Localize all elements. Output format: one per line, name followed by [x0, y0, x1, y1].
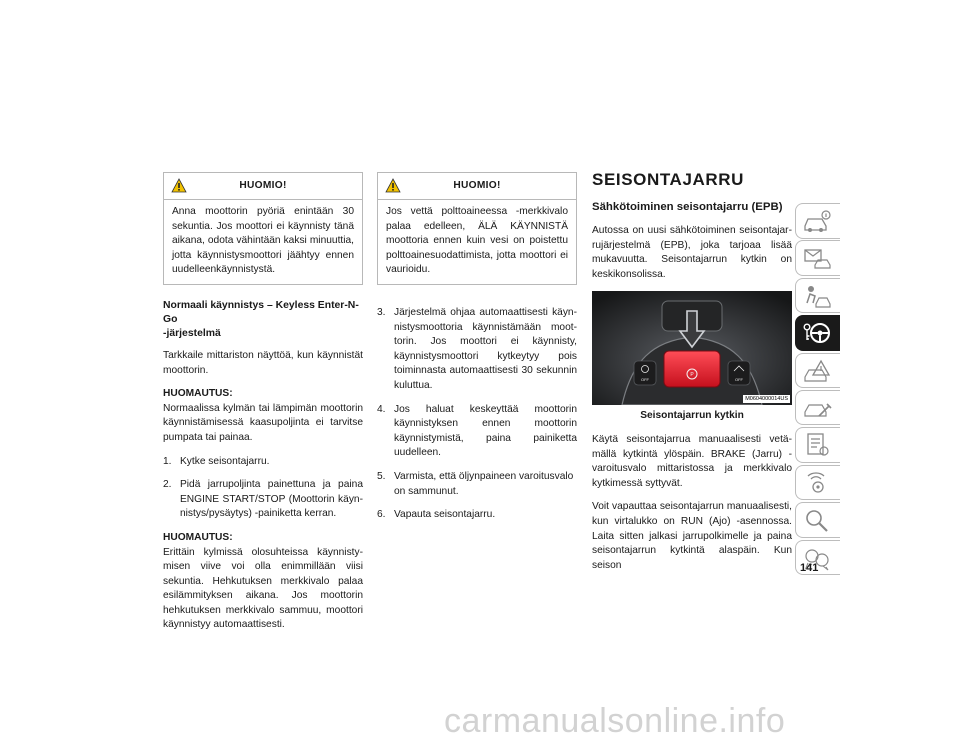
caution-header — [164, 173, 362, 200]
list-text: Vapauta seisontajarru. — [394, 509, 496, 521]
photo-code: M0604000014US — [745, 396, 788, 403]
list-text: Järjestelmä ohjaa automaattisesti käynnistysmoottoria käynnistämään moottorin. Jos moottori ei käynnisty, käynnistysmoottori kytkeytyy pois toiminnasta automaattisesti 30 sekunnin kuluttua. — [394, 306, 577, 391]
list-item — [163, 478, 363, 522]
list-item — [377, 470, 577, 499]
paragraph: Voit vapauttaa seisontajarrun manuaalisesti, kun virtalukko on RUN (Ajo) -asennossa. Laita sitten jalkasi jarrupolkimelle ja paina seisontajarrun kytkintä alaspäin. Kun seison — [592, 501, 792, 571]
photo-label-right: OFF — [735, 377, 743, 383]
list-number: 2. — [163, 479, 172, 491]
parking-brake-switch-image — [592, 291, 792, 405]
parking-brake-switch-photo — [592, 291, 792, 405]
caution-title: HUOMIO! — [239, 180, 287, 191]
caution-text: Jos vettä polttoaineessa -merkkivalo palaa edelleen, ÄLÄ KÄYNNISTÄ moottoria ennen kuin vesi on poistettu polttoainesuodattimista, jotta moottori ei vaurioidu. — [386, 206, 568, 276]
svg-text:P: P — [690, 372, 694, 379]
list-text: Varmista, että öljynpaineen varoitusvalo on sammunut. — [394, 470, 574, 497]
list-text: Pidä jarrupoljinta painettuna ja paina ENGINE START/STOP (Moottorin käynnistys/pysäytys) -painiketta kerran. — [180, 479, 363, 520]
caution-box — [377, 172, 577, 285]
chapter-tabs — [795, 203, 840, 577]
tab-safety[interactable] — [795, 278, 840, 314]
list-text: Jos haluat keskeyttää moottorin käynnistyksen ennen moottorin käynnistymistä, paina painiketta uudelleen. — [394, 403, 577, 459]
list-text: Kytke seisontajarru. — [180, 455, 270, 467]
list-number: 1. — [163, 455, 172, 467]
right-column — [592, 170, 792, 582]
list-number: 5. — [377, 470, 386, 482]
car-warning-icon — [802, 358, 832, 384]
photo-label-left: OFF — [641, 377, 649, 383]
keyless-start-heading — [163, 299, 363, 341]
section-title: SEISONTAJARRU — [592, 170, 745, 189]
tab-getting-to-know-vehicle[interactable] — [795, 203, 840, 239]
magnifier-icon — [802, 507, 832, 533]
list-item — [163, 455, 363, 470]
tab-servicing-and-maintenance[interactable] — [795, 390, 840, 426]
tab-multimedia[interactable] — [795, 465, 840, 501]
envelope-car-icon — [802, 245, 832, 271]
list-number: 4. — [377, 403, 386, 415]
heading-line-2: -järjestelmä — [163, 327, 221, 339]
list-number: 6. — [377, 509, 386, 521]
car-info-icon — [802, 208, 832, 234]
car-tools-icon — [802, 395, 832, 421]
tab-in-case-of-emergency[interactable] — [795, 353, 840, 389]
note-text: Erittäin kylmissä olosuhteissa käynnistymisen viive voi olla enimmillään viisi sekuntia. Hehkutuksen merkkivalo palaa esilämmityksen aikana. Jos moottorin hehkutuksen merkkivalo sammuu, moottori käynnistyy automaattisesti. — [163, 546, 363, 631]
paragraph: Tarkkaile mittariston näyttöä, kun käynnistät moottorin. — [163, 349, 363, 376]
subsection-title: Sähkötoiminen seisontajarru (EPB) — [592, 201, 783, 213]
list-item — [377, 508, 577, 523]
caution-text: Anna moottorin pyöriä enintään 30 sekuntia. Jos moottori ei käynnisty tänä aikana, odota vähintään kaksi minuuttia, jotta käynnistysmoottori jäähtyy ennen uudelleenkäynnistystä. — [172, 206, 354, 276]
heading-line-1: Normaali käynnistys – Keyless Enter-N-Go — [163, 299, 359, 325]
multimedia-icon — [802, 470, 832, 496]
list-item — [377, 306, 577, 394]
note-text: Normaalissa kylmän tai lämpimän moottorin käynnistämisessä kaasupoljinta ei tarvitse pumpata tai painaa. — [163, 402, 363, 443]
warning-triangle-icon — [385, 178, 401, 193]
note-label: HUOMAUTUS: — [163, 531, 233, 543]
tab-instrument-panel[interactable] — [795, 240, 840, 276]
step-list — [377, 306, 577, 523]
left-column — [163, 172, 363, 642]
paragraph: Käytä seisontajarrua manuaalisesti vetämällä kytkintä ylöspäin. BRAKE (Jarru) -varoitusvalo mittaristossa ja merkkivalo kytkimessä syttyvät. — [592, 433, 792, 489]
watermark: carmanualsonline.info — [444, 702, 786, 740]
page-number: 141 — [800, 562, 819, 574]
steering-wheel-key-icon — [802, 320, 832, 346]
caution-header — [378, 173, 576, 200]
car-person-icon — [802, 283, 832, 309]
list-item — [377, 403, 577, 461]
checklist-icon — [802, 432, 832, 458]
caution-box — [163, 172, 363, 285]
paragraph: Autossa on uusi sähkötoiminen seisontajarrujärjestelmä (EPB), joka tarjoaa lisää mukavuutta. Seisontajarrun kytkin on keskikonsolissa. — [592, 225, 792, 280]
note-block — [163, 387, 363, 445]
note-label: HUOMAUTUS: — [163, 388, 233, 400]
tab-index[interactable] — [795, 502, 840, 538]
photo-caption: Seisontajarrun kytkin — [640, 410, 744, 422]
caution-title: HUOMIO! — [453, 180, 501, 191]
tab-starting-and-operating[interactable] — [795, 315, 840, 351]
list-number: 3. — [377, 306, 386, 318]
warning-triangle-icon — [171, 178, 187, 193]
tab-technical-specifications[interactable] — [795, 427, 840, 463]
note-block — [163, 531, 363, 633]
step-list — [163, 455, 363, 522]
middle-column — [377, 172, 577, 532]
